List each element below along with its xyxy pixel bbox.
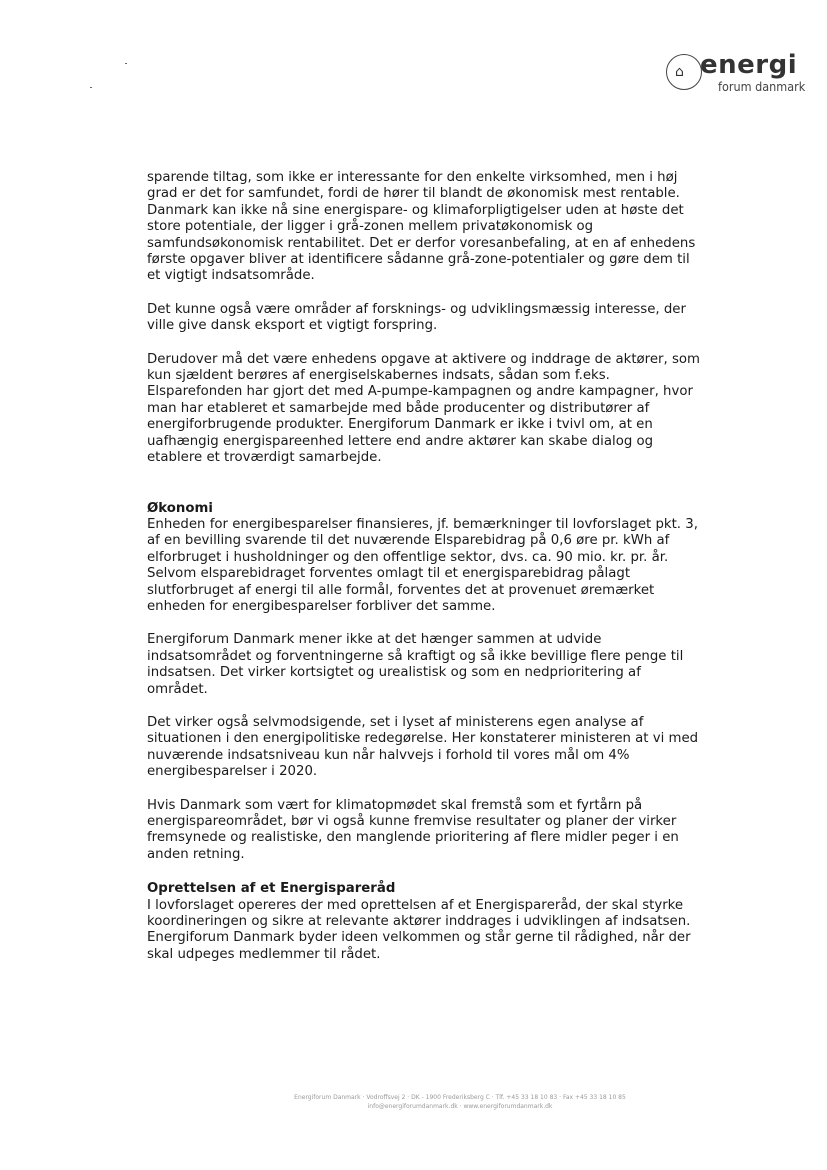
paragraph: Det virker også selvmodsigende, set i lyset af ministerens egen analyse af situationen i den energipolitiske redegørelse. Her konstaterer ministeren at vi med nuværende indsatsniveau kun når halvvejs i forhold til vores mål om 4% energibesparelser i 2020. (147, 714, 699, 780)
paragraph: Derudover må det være enhedens opgave at aktivere og inddrage de aktører, som kun sjældent berøres af energiselskabernes indsats, sådan som f.eks. Elsparefonden har gjort det med A-pumpe-kampagnen og andre kampagner, hvor man har etableret et samarbejde med både producenter og distributører af energiforbrugende produkter. Energiforum Danmark er ikke i tvivl om, at en uafhængig energispareenhed lettere end andre aktører kan skabe dialog og etablere et troværdigt samarbejde. (147, 351, 700, 466)
document-body (147, 170, 703, 963)
scan-speck (125, 63, 127, 64)
paragraph: Det kunne også være områder af forsknings- og udviklingsmæssig interesse, der ville give dansk eksport et vigtigt forspring. (147, 301, 686, 334)
page-footer (240, 1093, 680, 1111)
logo-word: energi (700, 50, 798, 80)
footer-contact: info@energiforumdanmark.dk · www.energiforumdanmark.dk (367, 1103, 553, 1110)
logo-subtitle: forum danmark (718, 79, 806, 94)
energiforum-logo (664, 50, 814, 100)
paragraph: Energiforum Danmark mener ikke at det hænger sammen at udvide indsatsområdet og forventningerne så kraftigt og så ikke bevillige flere penge til indsatsen. Det virker kortsigtet og urealistisk og som en nedprioritering af området. (147, 632, 684, 697)
section-heading-council: Oprettelsen af et Energisparеråd (147, 881, 396, 897)
paragraph: I lovforslaget opereres der med oprettelsen af et Energisparеråd, der skal styrke koordineringen og sikre at relevante aktører inddrages i udviklingen af indsatsen. Energiforum Danmark byder ideen velkommen og står gerne til rådighed, når der skal udpeges medlemmer til rådet. (147, 897, 691, 962)
section-heading-economy: Økonomi (147, 500, 213, 516)
paragraph: sparende tiltag, som ikke er interessante for den enkelte virksomhed, men i høj grad er det for samfundet, fordi de hører til blandt de økonomisk mest rentable. Danmark kan ikke nå sine energispare- og klimaforpligtigelser uden at høste det store potentiale, der ligger i grå-zonen mellem privatøkonomisk og samfundsøkonomisk rentabilitet. Det er derfor voresanbefaling, at en af enhedens første opgaver bliver at identificere sådanne grå-zone-potentialer og gøre dem til et vigtigt indsatsområde. (147, 170, 696, 284)
footer-address: Energiforum Danmark · Vodroffsvej 2 · DK - 1900 Frederiksberg C · Tlf. +45 33 18 10 83 · Fax +45 33 18 10 85 (294, 1094, 626, 1101)
logo-circle-icon (666, 54, 702, 90)
scan-speck (90, 87, 92, 88)
house-icon: ⌂ (675, 64, 684, 80)
paragraph: Hvis Danmark som vært for klimatopmødet skal fremstå som et fyrtårn på energispareområdet, bør vi også kunne fremvise resultater og planer der virker fremsynede og realistiske, den manglende prioritering af flere midler peger i en anden retning. (147, 797, 679, 862)
paragraph: Enheden for energibesparelser finansieres, jf. bemærkninger til lovforslaget pkt. 3, af en bevilling svarende til det nuværende Elsparebidrag på 0,6 øre pr. kWh af elforbruget i husholdninger og den offentlige sektor, dvs. ca. 90 mio. kr. pr. år. Selvom elsparebidraget forventes omlagt til et energisparebidrag pålagt slutforbruget af energi til alle formål, forventes det at provenuet øremærket enheden for energibesparelser forbliver det samme. (147, 516, 698, 614)
